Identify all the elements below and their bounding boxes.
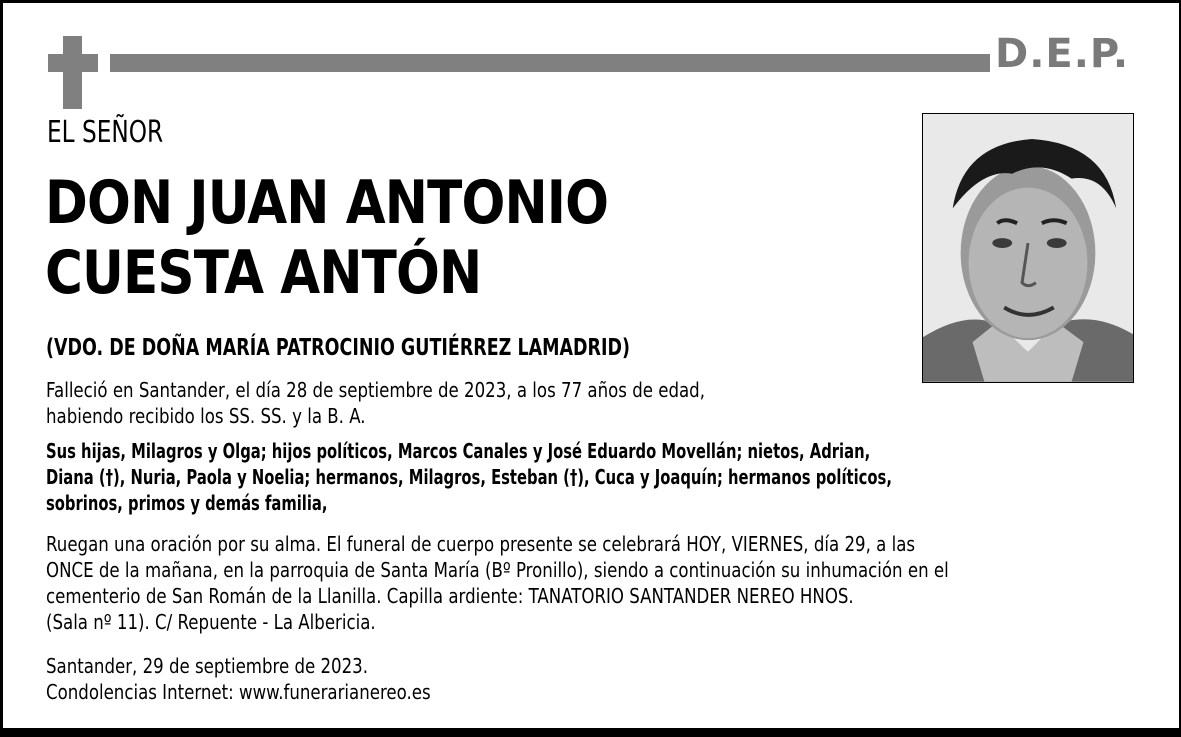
header-rule [110, 54, 990, 72]
condolences-link[interactable]: Condolencias Internet: www.funerarianereo.es [46, 680, 431, 704]
place-date: Santander, 29 de septiembre de 2023. [46, 654, 369, 678]
cross-icon-horizontal [48, 54, 98, 72]
funeral-line: (Sala nº 11). C/ Repuente - La Albericia. [46, 610, 376, 634]
portrait-photo [922, 113, 1134, 383]
dep-label: D.E.P. [995, 31, 1130, 77]
deceased-name [45, 168, 608, 308]
funeral-line: cementerio de San Román de la Llanilla. Capilla ardiente: TANATORIO SANTANDER NEREO HNOS. [46, 584, 854, 608]
cross-icon-vertical [63, 36, 82, 109]
family-line: Diana (†), Nuria, Paola y Noelia; hermanos, Milagros, Esteban (†), Cuca y Joaquín; hermanos políticos, [46, 465, 892, 489]
death-line: Falleció en Santander, el día 28 de septiembre de 2023, a los 77 años de edad, [46, 378, 705, 402]
portrait-icon [923, 114, 1133, 382]
honorific-title: EL SEÑOR [47, 115, 164, 150]
funeral-line: ONCE de la mañana, en la parroquia de Santa María (Bº Pronillo), siendo a continuación su inhumación en el [46, 558, 949, 582]
death-paragraph [46, 377, 705, 429]
name-line-1: DON JUAN ANTONIO [45, 168, 609, 238]
family-paragraph [46, 438, 892, 516]
family-line: sobrinos, primos y demás familia, [46, 491, 328, 515]
bottom-border [0, 728, 1181, 737]
death-line: habiendo recibido los SS. SS. y la B. A. [46, 404, 366, 428]
funeral-paragraph [46, 531, 949, 635]
funeral-line: Ruegan una oración por su alma. El funeral de cuerpo presente se celebrará HOY, VIERNES, día 29, a las [46, 532, 916, 556]
name-line-2: CUESTA ANTÓN [45, 238, 482, 308]
closing-paragraph [46, 653, 431, 705]
family-line: Sus hijas, Milagros y Olga; hijos políticos, Marcos Canales y José Eduardo Movellán; nietos, Adrian, [46, 439, 871, 463]
widower-of-line: (VDO. DE DOÑA MARÍA PATROCINIO GUTIÉRREZ LAMADRID) [46, 335, 631, 361]
